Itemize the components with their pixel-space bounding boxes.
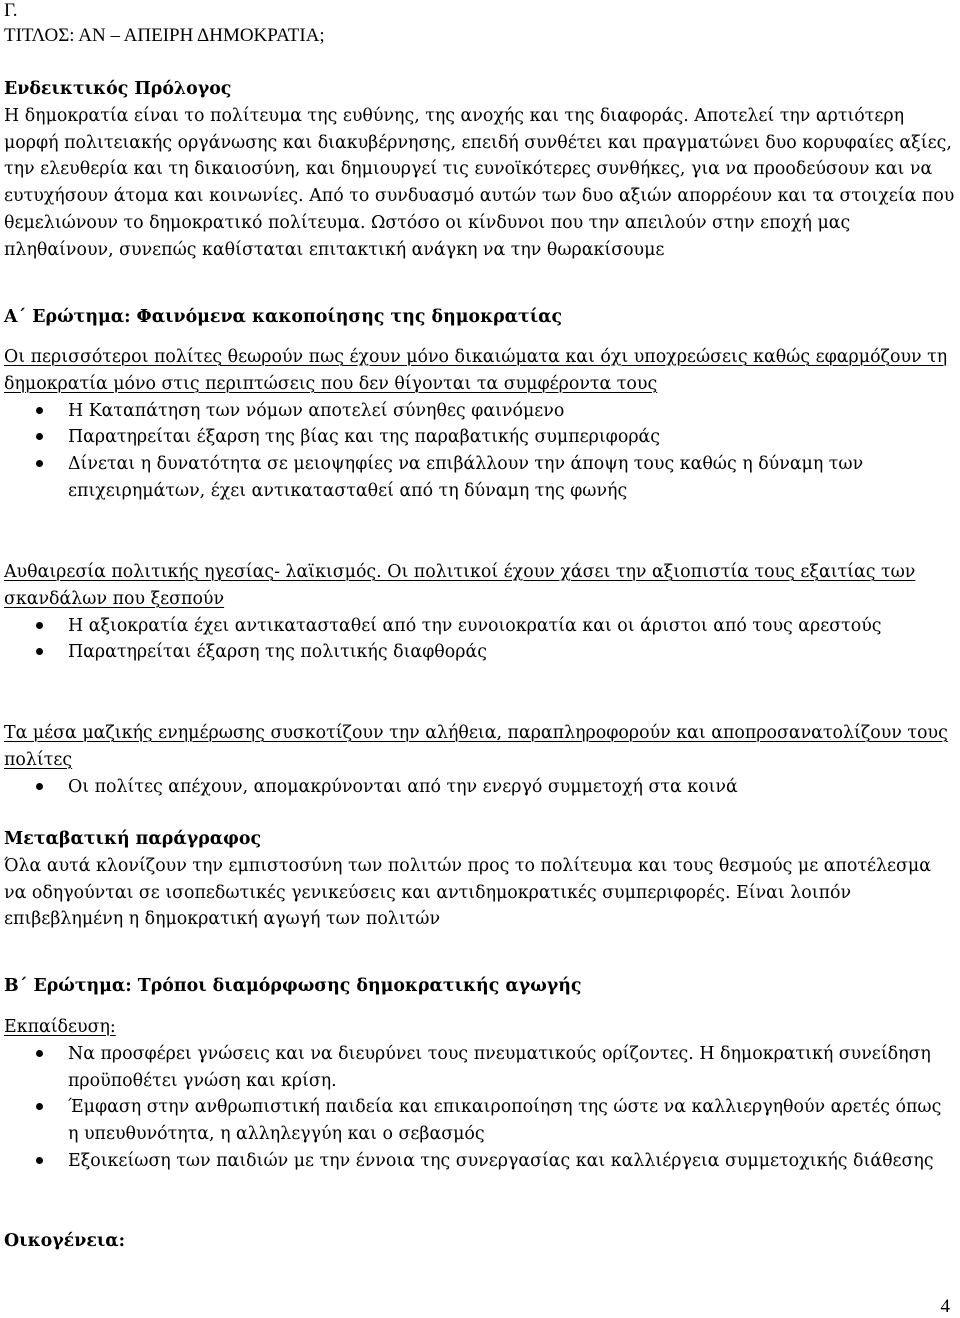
abuse-group-media-title: Τα μέσα μαζικής ενημέρωσης συσκοτίζουν την αλήθεια, παραπληροφορούν και αποπροσανατολίζουν τους πολίτες bbox=[4, 723, 948, 770]
section-marker: Γ. bbox=[4, 0, 18, 21]
list-item: Παρατηρείται έξαρση της βίας και της παραβατικής συμπεριφοράς bbox=[4, 424, 956, 451]
prologue-text: Η δημοκρατία είναι το πολίτευμα της ευθύνης, της ανοχής και της διαφοράς. Αποτελεί την αρτιότερη μορφή πολιτειακής οργάνωσης και διακυβέρνησης, επειδή συνθέτει και πραγματώνει δυο κορυφαίες αξίες, την ελευθερία και τη δικαιοσύνη, και δημιουργεί τις ευνοϊκότερες συνθήκες, για να προοδεύσουν και να ευτυχήσουν άτομα και κοινωνίες. Από το συνδυασμό αυτών των δυο αξιών απορρέουν και τα στοιχεία που θεμελιώνουν το δημοκρατικό πολίτευμα. Ωστόσο οι κίνδυνοι που την απειλούν στην εποχή μας πληθαίνουν, συνεπώς καθίσταται επιτακτική ανάγκη να την θωρακίσουμε bbox=[4, 105, 955, 260]
list-item: Η αξιοκρατία έχει αντικατασταθεί από την ευνοιοκρατία και οι άριστοι από τους αρεστούς bbox=[4, 613, 956, 640]
question-a-heading: Α΄ Ερώτημα: Φαινόμενα κακοποίησης της δημοκρατίας bbox=[4, 307, 563, 327]
abuse-group-media bbox=[4, 720, 956, 800]
transition-text: Όλα αυτά κλονίζουν την εμπιστοσύνη των πολιτών προς το πολίτευμα και τους θεσμούς με αποτέλεσμα να οδηγούνται σε ισοπεδωτικές γενικεύσεις και αντιδημοκρατικές συμπεριφορές. Είναι λοιπόν επιβεβλημένη η δημοκρατική αγωγή των πολιτών bbox=[4, 855, 931, 930]
question-a-section bbox=[4, 304, 956, 331]
prologue-heading: Ενδεικτικός Πρόλογος bbox=[4, 79, 232, 99]
family-section bbox=[4, 1228, 956, 1255]
list-item: Παρατηρείται έξαρση της πολιτικής διαφθοράς bbox=[4, 639, 956, 666]
page-number: 4 bbox=[940, 1296, 950, 1317]
abuse-group-media-list bbox=[4, 774, 956, 801]
transition-section bbox=[4, 826, 956, 933]
abuse-group-citizens-title: Οι περισσότεροι πολίτες θεωρούν πως έχουν μόνο δικαιώματα και όχι υποχρεώσεις καθώς εφαρμόζουν τη δημοκρατία μόνο στις περιπτώσεις που δεν θίγονται τα συμφέροντα τους bbox=[4, 347, 948, 394]
prologue-section bbox=[4, 76, 956, 264]
transition-heading: Μεταβατική παράγραφος bbox=[4, 829, 262, 849]
education-list bbox=[4, 1041, 956, 1175]
list-item: Η Καταπάτηση των νόμων αποτελεί σύνηθες φαινόμενο bbox=[4, 398, 956, 425]
list-item: Δίνεται η δυνατότητα σε μειοψηφίες να επιβάλλουν την άποψη τους καθώς η δύναμη των επιχειρημάτων, έχει αντικατασταθεί από τη δύναμη της φωνής bbox=[4, 451, 956, 505]
abuse-group-citizens-list bbox=[4, 398, 956, 505]
abuse-group-leadership-title: Αυθαιρεσία πολιτικής ηγεσίας- λαϊκισμός. Οι πολιτικοί έχουν χάσει την αξιοπιστία τους εξαιτίας των σκανδάλων που ξεσπούν bbox=[4, 562, 916, 609]
abuse-group-leadership bbox=[4, 559, 956, 666]
document-title: ΤΙΤΛΟΣ: ΑΝ – ΑΠΕΙΡΗ ΔΗΜΟΚΡΑΤΙΑ; bbox=[4, 25, 325, 46]
list-item: Να προσφέρει γνώσεις και να διευρύνει τους πνευματικούς ορίζοντες. Η δημοκρατική συνείδηση προϋποθέτει γνώση και κρίση. bbox=[4, 1041, 956, 1095]
list-item: Οι πολίτες απέχουν, απομακρύνονται από την ενεργό συμμετοχή στα κοινά bbox=[4, 774, 956, 801]
family-title: Οικογένεια: bbox=[4, 1231, 126, 1251]
abuse-group-leadership-list bbox=[4, 613, 956, 667]
list-item: Έμφαση στην ανθρωπιστική παιδεία και επικαιροποίηση της ώστε να καλλιεργηθούν αρετές όπως η υπευθυνότητα, η αλληλεγγύη και ο σεβασμός bbox=[4, 1094, 956, 1148]
abuse-group-citizens bbox=[4, 344, 956, 505]
list-item: Εξοικείωση των παιδιών με την έννοια της συνεργασίας και καλλιέργεια συμμετοχικής διάθεσης bbox=[4, 1148, 956, 1175]
education-title: Εκπαίδευση: bbox=[4, 1017, 116, 1037]
question-b-section bbox=[4, 973, 956, 1000]
education-section bbox=[4, 1014, 956, 1175]
question-b-heading: Β΄ Ερώτημα: Τρόποι διαμόρφωσης δημοκρατικής αγωγής bbox=[4, 976, 582, 996]
